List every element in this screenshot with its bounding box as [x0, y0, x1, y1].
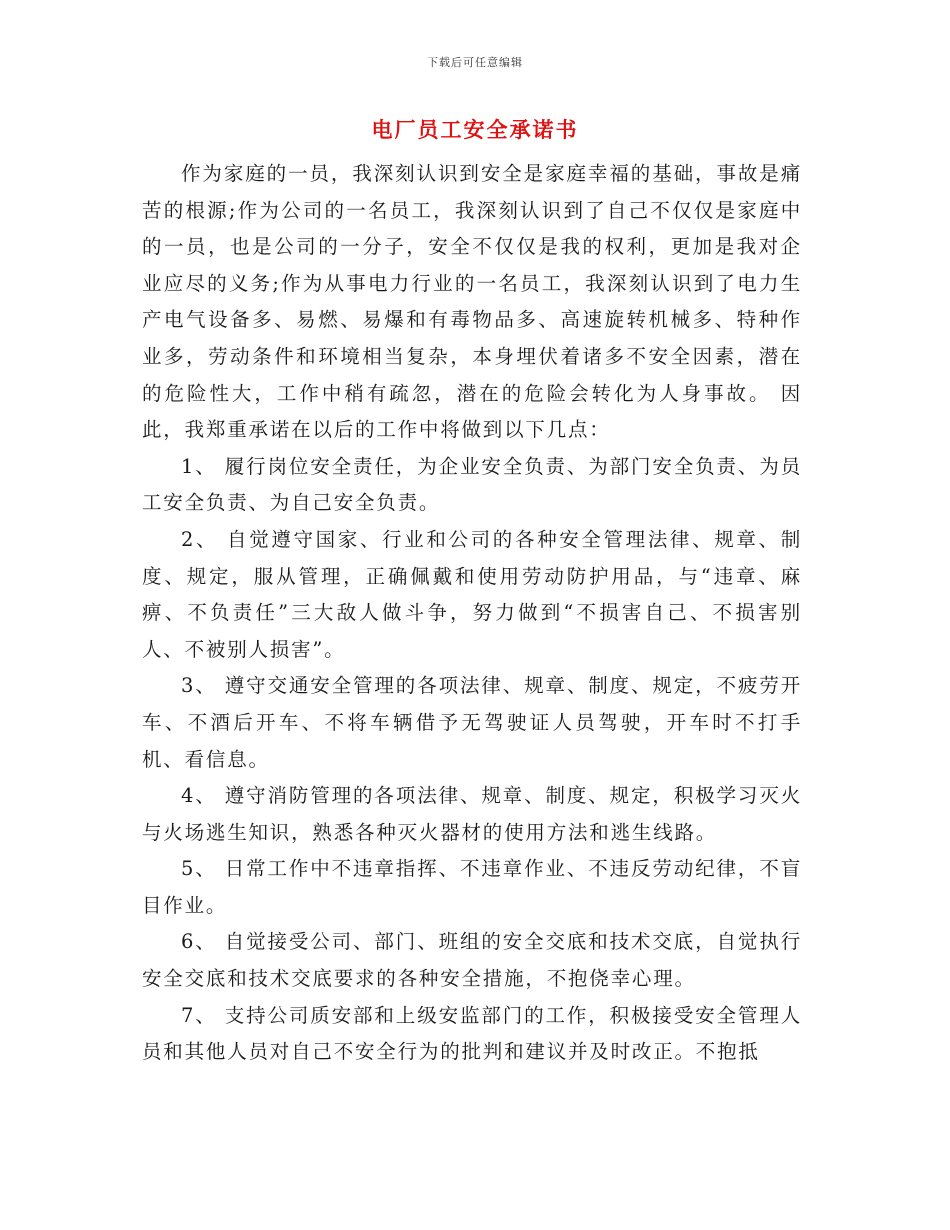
document-body [142, 156, 802, 1071]
commitment-item-7: 7、 支持公司质安部和上级安监部门的工作，积极接受安全管理人员和其他人员对自己不安全行为的批判和建议并及时改正。不抱抵 [142, 1003, 802, 1064]
commitment-item-4: 4、 遵守消防管理的各项法律、规章、制度、规定，积极学习灭火与火场逃生知识，熟悉各种灭火器材的使用方法和逃生线路。 [142, 784, 802, 844]
header-note: 下载后可任意编辑 [427, 56, 523, 69]
commitment-item-3: 3、 遵守交通安全管理的各项法律、规章、制度、规定，不疲劳开车、不酒后开车、不将车辆借予无驾驶证人员驾驶，开车时不打手机、看信息。 [142, 674, 802, 771]
commitment-item-2: 2、 自觉遵守国家、行业和公司的各种安全管理法律、规章、制度、规定，服从管理，正确佩戴和使用劳动防护用品，与“违章、麻痹、不负责任”三大敌人做斗争，努力做到“不损害自己、不损害别人、不被别人损害”。 [142, 527, 802, 661]
intro-paragraph: 作为家庭的一员，我深刻认识到安全是家庭幸福的基础，事故是痛苦的根源;作为公司的一名员工，我深刻认识到了自己不仅仅是家庭中的一员，也是公司的一分子，安全不仅仅是我的权利，更加是我对企业应尽的义务;作为从事电力行业的一名员工，我深刻认识到了电力生产电气设备多、易燃、易爆和有毒物品多、高速旋转机械多、特种作业多，劳动条件和环境相当复杂，本身埋伏着诸多不安全因素，潜在的危险性大，工作中稍有疏忽，潜在的危险会转化为人身事故。 因此，我郑重承诺在以后的工作中将做到以下几点： [142, 162, 802, 442]
page-title: 电厂员工安全承诺书 [371, 117, 579, 142]
commitment-item-6: 6、 自觉接受公司、部门、班组的安全交底和技术交底，自觉执行安全交底和技术交底要求的各种安全措施，不抱侥幸心理。 [142, 930, 802, 991]
commitment-item-1: 1、 履行岗位安全责任，为企业安全负责、为部门安全负责、为员工安全负责、为自己安全负责。 [142, 454, 802, 515]
commitment-item-5: 5、 日常工作中不违章指挥、不违章作业、不违反劳动纪律，不盲目作业。 [142, 857, 802, 917]
